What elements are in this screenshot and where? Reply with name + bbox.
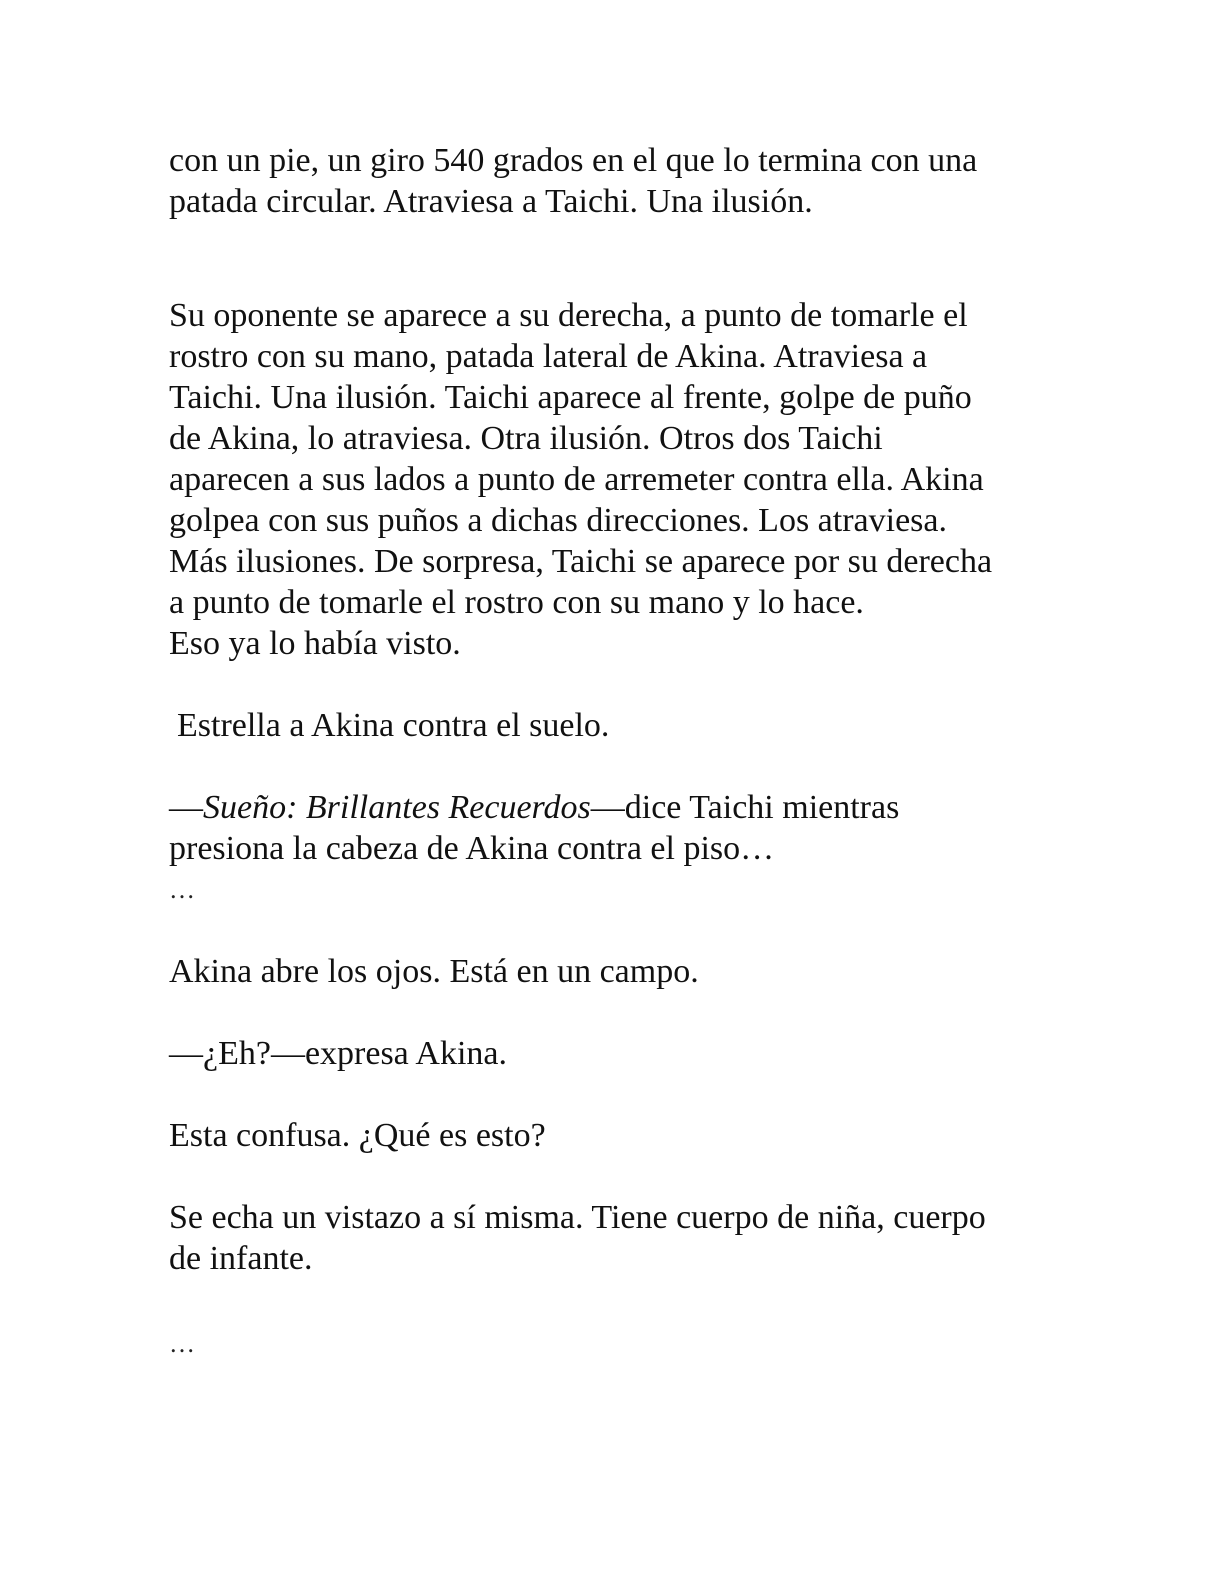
paragraph-9 bbox=[169, 1197, 1069, 1279]
dialogue-tag: —dice Taichi mientras bbox=[590, 789, 900, 826]
paragraph-7: —¿Eh?—expresa Akina. bbox=[169, 1035, 507, 1072]
ellipsis-break-1: … bbox=[169, 875, 195, 904]
paragraph-8: Esta confusa. ¿Qué es esto? bbox=[169, 1117, 546, 1154]
paragraph-1 bbox=[169, 140, 1069, 222]
paragraph-2-line-5: aparecen a sus lados a punto de arremeter contra ella. Akina bbox=[169, 461, 984, 498]
paragraph-2 bbox=[169, 295, 1069, 664]
paragraph-2-line-2: rostro con su mano, patada lateral de Akina. Atraviesa a bbox=[169, 338, 928, 375]
paragraph-3: Estrella a Akina contra el suelo. bbox=[177, 707, 610, 744]
dialogue-dash: — bbox=[169, 789, 203, 826]
paragraph-2-line-1: Su oponente se aparece a su derecha, a punto de tomarle el bbox=[169, 297, 968, 334]
paragraph-2-line-8: a punto de tomarle el rostro con su mano y lo hace. bbox=[169, 584, 864, 621]
paragraph-6: Akina abre los ojos. Está en un campo. bbox=[169, 953, 699, 990]
paragraph-9-line-1: Se echa un vistazo a sí misma. Tiene cuerpo de niña, cuerpo bbox=[169, 1199, 986, 1236]
paragraph-2-line-3: Taichi. Una ilusión. Taichi aparece al frente, golpe de puño bbox=[169, 379, 972, 416]
paragraph-1-line-1: con un pie, un giro 540 grados en el que lo termina con una bbox=[169, 142, 978, 179]
technique-name: Sueño: Brillantes Recuerdos bbox=[203, 789, 591, 826]
paragraph-4 bbox=[169, 787, 1069, 869]
ellipsis-break-2: … bbox=[169, 1329, 195, 1358]
paragraph-2-line-7: Más ilusiones. De sorpresa, Taichi se aparece por su derecha bbox=[169, 543, 993, 580]
paragraph-1-line-2: patada circular. Atraviesa a Taichi. Una ilusión. bbox=[169, 183, 813, 220]
paragraph-4-line-2: presiona la cabeza de Akina contra el piso… bbox=[169, 830, 775, 867]
paragraph-2-line-6: golpea con sus puños a dichas direcciones. Los atraviesa. bbox=[169, 502, 947, 539]
paragraph-2-line-4: de Akina, lo atraviesa. Otra ilusión. Otros dos Taichi bbox=[169, 420, 883, 457]
paragraph-2-line-9: Eso ya lo había visto. bbox=[169, 625, 461, 662]
paragraph-9-line-2: de infante. bbox=[169, 1240, 313, 1277]
